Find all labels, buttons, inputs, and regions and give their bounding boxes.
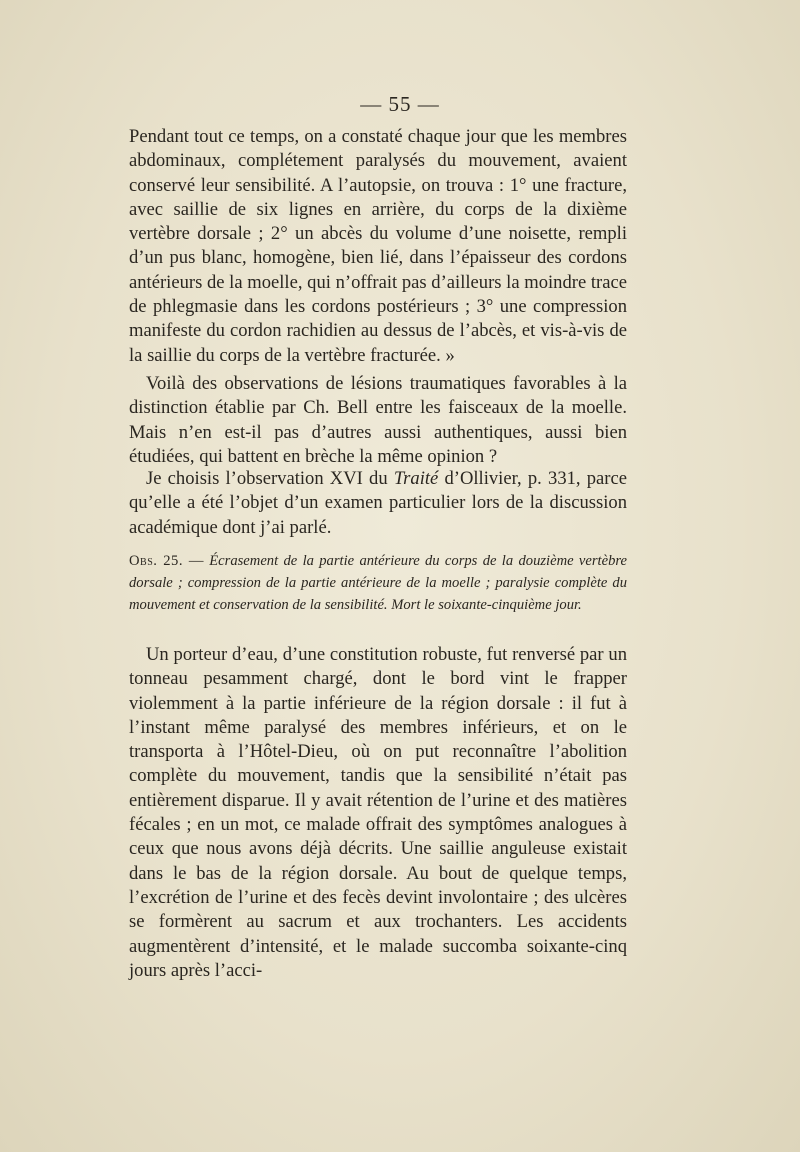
p3-text-before: Je choisis l’observation XVI du — [146, 468, 394, 489]
observation-summary: Écrasement de la partie antérieure du corps de la douzième vertèbre dorsale ; compression de la partie antérieure de la moelle ; paralysie complète du mouvement et conservation de la sensibilité. Mort le soixante-cinquième jour. — [129, 553, 627, 613]
paragraph-case-description: Un porteur d’eau, d’une constitution robuste, fut renversé par un tonneau pesamment chargé, dont le bord vint le frapper violemment à la partie inférieure de la région dorsale : il fut à l’instant même paralysé des membres inférieurs, et on le transporta à l’Hôtel-Dieu, où on put reconnaître l’abolition complète du mouvement, tandis que la sensibilité n’était pas entièrement disparue. Il y avait rétention de l’urine et des matières fécales ; en un mot, ce malade offrait des symptômes analogues à ceux que nous avons déjà décrits. Une saillie anguleuse existait dans le bas de la région dorsale. Au bout de quelque temps, l’excrétion de l’urine et des fecès devint involontaire ; des ulcères se formèrent au sacrum et aux trochanters. Les accidents augmentèrent d’intensité, et le malade succomba soixante-cinq jours après l’acci- — [129, 644, 627, 981]
p3-text-after: d’Ollivier, p. 331, parce qu’elle a été l’objet d’un examen particulier lors de la discussion académique dont j’ai parlé. — [129, 468, 627, 538]
observation-number: Obs. 25. — — [129, 553, 204, 569]
page-number: — 55 — — [360, 92, 440, 116]
observation-heading — [129, 551, 627, 616]
paragraph-observation-choice — [129, 467, 627, 540]
traite-italic: Traité — [393, 468, 439, 489]
paragraph-autopsy-quote: Pendant tout ce temps, on a constaté chaque jour que les membres abdominaux, complétement paralysés du mouvement, avaient conservé leur sensibilité. A l’autopsie, on trouva : 1° une fracture, avec saillie de six lignes en arrière, du corps de la dixième vertèbre dorsale ; 2° un abcès du volume d’une noisette, rempli d’un pus blanc, homogène, bien lié, dans l’épaisseur des cordons antérieurs de la moelle, qui n’offrait pas d’ailleurs la moindre trace de phlegmasie dans les cordons postérieurs ; 3° une compression manifeste du cordon rachidien au dessus de l’abcès, et vis-à-vis de la saillie du corps de la vertèbre fracturée. » — [129, 126, 627, 366]
paragraph-bell-distinction: Voilà des observations de lésions traumatiques favorables à la distinction établie par Ch. Bell entre les faisceaux de la moelle. Mais n’en est-il pas d’autres aussi authentiques, aussi bien étudiées, qui battent en brèche la même opinion ? — [129, 373, 627, 467]
